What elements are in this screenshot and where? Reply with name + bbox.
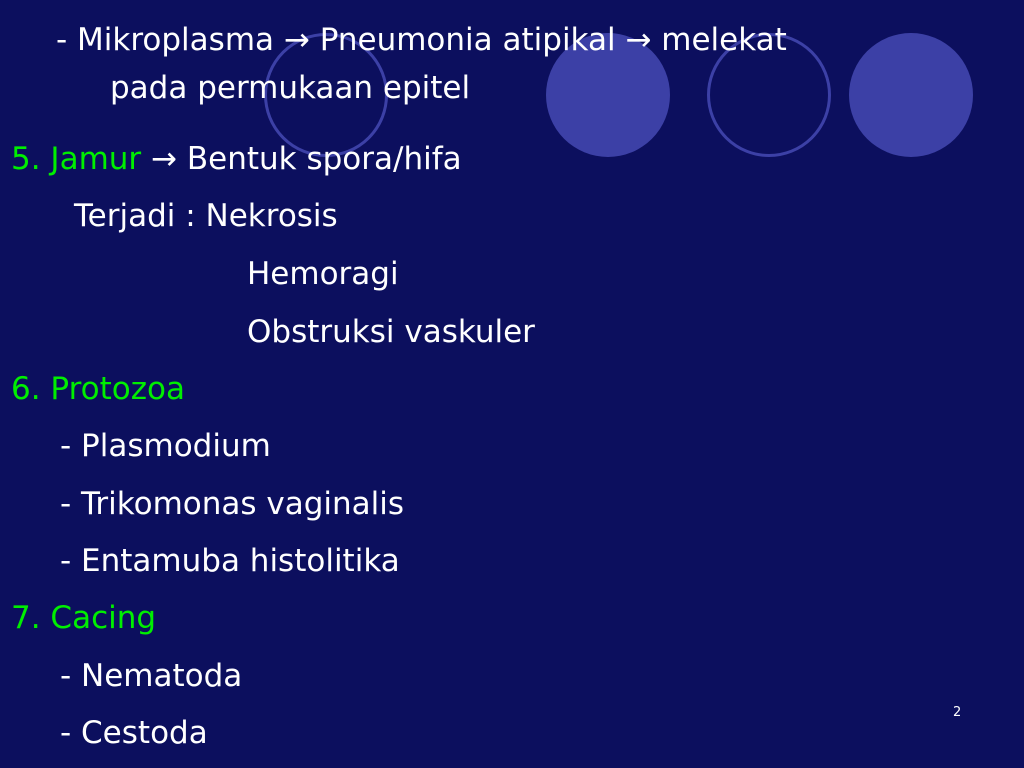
section-protozoa-heading: 6. Protozoa: [11, 371, 185, 407]
section-jamur-effect: Obstruksi vaskuler: [247, 314, 535, 350]
section-cacing-item: - Nematoda: [60, 658, 243, 694]
arrow-icon: →: [283, 22, 310, 58]
section-jamur-heading: 5. Jamur: [11, 141, 142, 177]
section-protozoa-item: - Trikomonas vaginalis: [60, 486, 405, 522]
intro-line-2: pada permukaan epitel: [110, 70, 471, 106]
intro-line-1: [56, 20, 787, 60]
decor-circle-filled-2: [849, 33, 973, 157]
section-protozoa-item: - Entamuba histolitika: [60, 543, 400, 579]
section-protozoa-item: - Plasmodium: [60, 428, 271, 464]
intro-text-prefix: - Mikroplasma: [56, 22, 284, 58]
section-cacing-heading: 7. Cacing: [11, 600, 157, 636]
section-cacing-item: - Cestoda: [60, 715, 208, 751]
arrow-icon: →: [151, 141, 178, 177]
section-jamur-description: Bentuk spora/hifa: [177, 141, 462, 177]
intro-text-mid: Pneumonia atipikal: [309, 22, 626, 58]
page-number: 2: [953, 705, 962, 720]
section-jamur-heading-line: [11, 139, 462, 179]
arrow-icon: →: [625, 22, 652, 58]
intro-text-suffix: melekat: [651, 22, 787, 58]
section-jamur-terjadi: Terjadi : Nekrosis: [74, 198, 338, 234]
section-jamur-effect: Hemoragi: [247, 256, 399, 292]
